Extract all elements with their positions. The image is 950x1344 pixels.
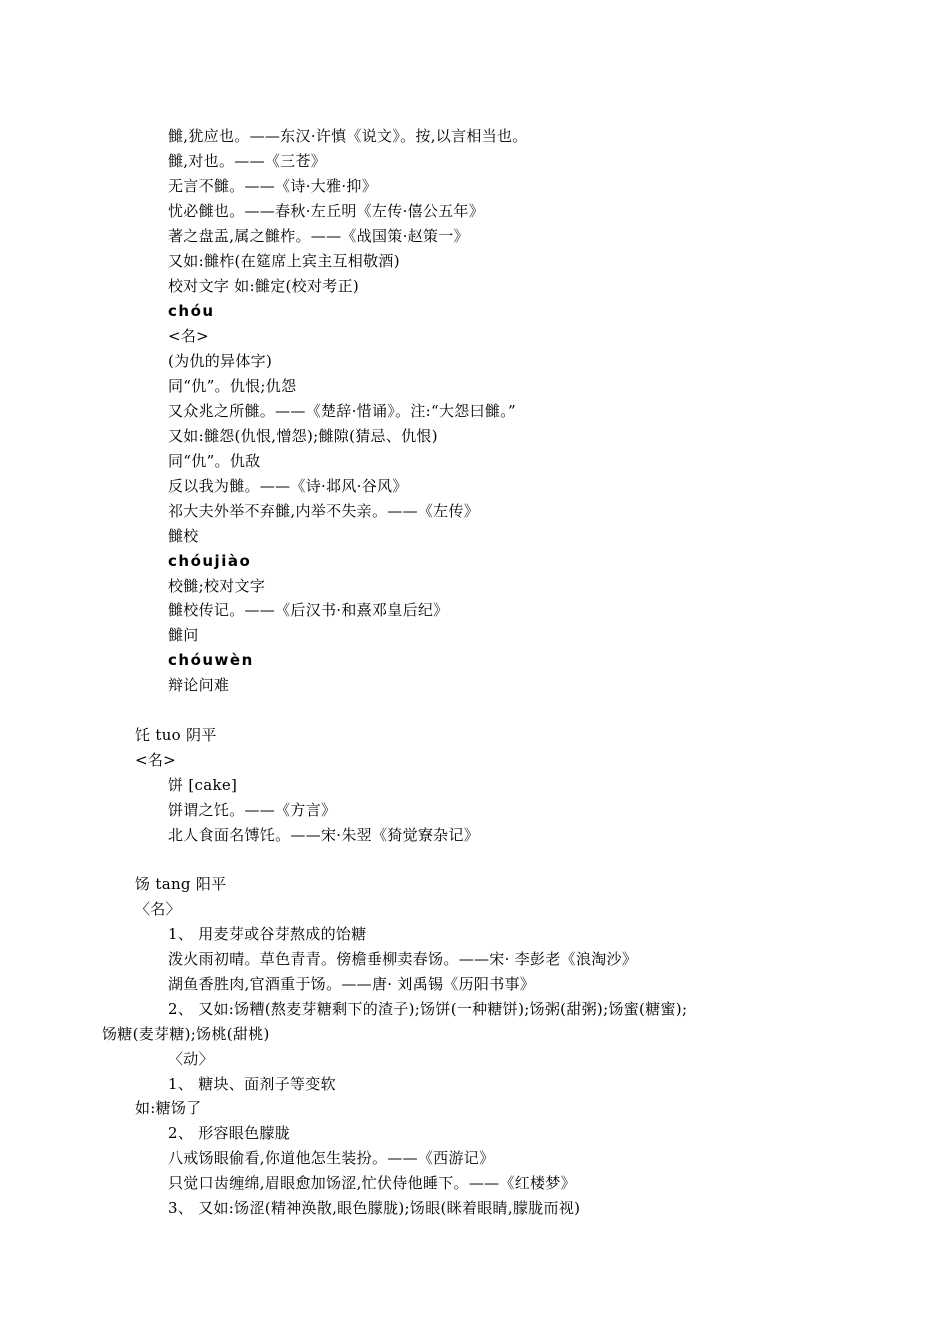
text-line: 著之盘盂,属之雠柞。——《战国策·赵策一》 xyxy=(168,227,469,245)
text-line: 泼火雨初晴。草色青青。傍檐垂柳卖春饧。——宋· 李彭老《浪淘沙》 xyxy=(168,950,638,968)
pinyin-line: chóu xyxy=(168,302,215,320)
text-line: 只觉口齿缠绵,眉眼愈加饧涩,忙伏侍他睡下。——《红楼梦》 xyxy=(168,1174,576,1192)
text-line: 祁大夫外举不弃雠,内举不失亲。——《左传》 xyxy=(168,502,480,520)
text-line: 八戒饧眼偷看,你道他怎生装扮。——《西游记》 xyxy=(168,1149,495,1167)
part-of-speech-label: 〈动〉 xyxy=(168,1050,214,1068)
text-line: 1、 用麦芽或谷芽熬成的饴糖 xyxy=(168,925,367,943)
entry-heading: 饧 tang 阳平 xyxy=(135,875,227,893)
text-line: 雠,对也。——《三苍》 xyxy=(168,152,327,170)
text-line: 又如:雠怨(仇恨,憎怨);雠隙(猜忌、仇恨) xyxy=(168,427,438,445)
part-of-speech-label: <名> xyxy=(135,751,177,769)
text-line: 校雠;校对文字 xyxy=(168,577,266,595)
part-of-speech-label: 〈名〉 xyxy=(135,900,181,918)
text-line: 北人食面名馎饦。——宋·朱翌《猗觉寮杂记》 xyxy=(168,826,480,844)
part-of-speech-label: <名> xyxy=(168,327,210,345)
text-line: 湖鱼香胜肉,官酒重于饧。——唐· 刘禹锡《历阳书事》 xyxy=(168,975,536,993)
text-line: 3、 又如:饧涩(精神涣散,眼色朦胧);饧眼(眯着眼睛,朦胧而视) xyxy=(168,1199,581,1217)
text-line: 又如:雠柞(在筵席上宾主互相敬酒) xyxy=(168,252,400,270)
text-line: 饼谓之饦。——《方言》 xyxy=(168,801,337,819)
text-line: 同“仇”。仇恨;仇怨 xyxy=(168,377,297,395)
text-line: 又众兆之所雠。——《楚辞·惜诵》。注:“大怨曰雠。” xyxy=(168,402,516,420)
text-line: 同“仇”。仇敌 xyxy=(168,452,261,470)
text-line: (为仇的异体字) xyxy=(168,352,273,370)
text-line: 校对文字 如:雠定(校对考正) xyxy=(168,277,360,295)
pinyin-line: chóuwèn xyxy=(168,651,254,669)
text-line: 反以我为雠。——《诗·邶风·谷风》 xyxy=(168,477,408,495)
text-line: 如:糖饧了 xyxy=(135,1099,202,1117)
text-line: 雠校传记。——《后汉书·和熹邓皇后纪》 xyxy=(168,601,449,619)
text-line: 2、 形容眼色朦胧 xyxy=(168,1124,291,1142)
text-line: 忧必雠也。——春秋·左丘明《左传·僖公五年》 xyxy=(168,202,485,220)
term-heading: 雠问 xyxy=(168,626,199,644)
text-line: 无言不雠。——《诗·大雅·抑》 xyxy=(168,177,378,195)
text-line: 1、 糖块、面剂子等变软 xyxy=(168,1075,336,1093)
pinyin-line: chóujiào xyxy=(168,552,252,570)
text-line: 辩论问难 xyxy=(168,676,230,694)
text-line: 雠,犹应也。——东汉·许慎《说文》。按,以言相当也。 xyxy=(168,127,528,145)
entry-heading: 饦 tuo 阴平 xyxy=(135,726,217,744)
text-line: 2、 又如:饧糟(熬麦芽糖剩下的渣子);饧饼(一种糖饼);饧粥(甜粥);饧蜜(糖蜜); xyxy=(168,1000,688,1018)
text-line: 饧糖(麦芽糖);饧桃(甜桃) xyxy=(102,1025,270,1043)
term-heading: 雠校 xyxy=(168,527,199,545)
text-line: 饼 [cake] xyxy=(168,776,238,794)
